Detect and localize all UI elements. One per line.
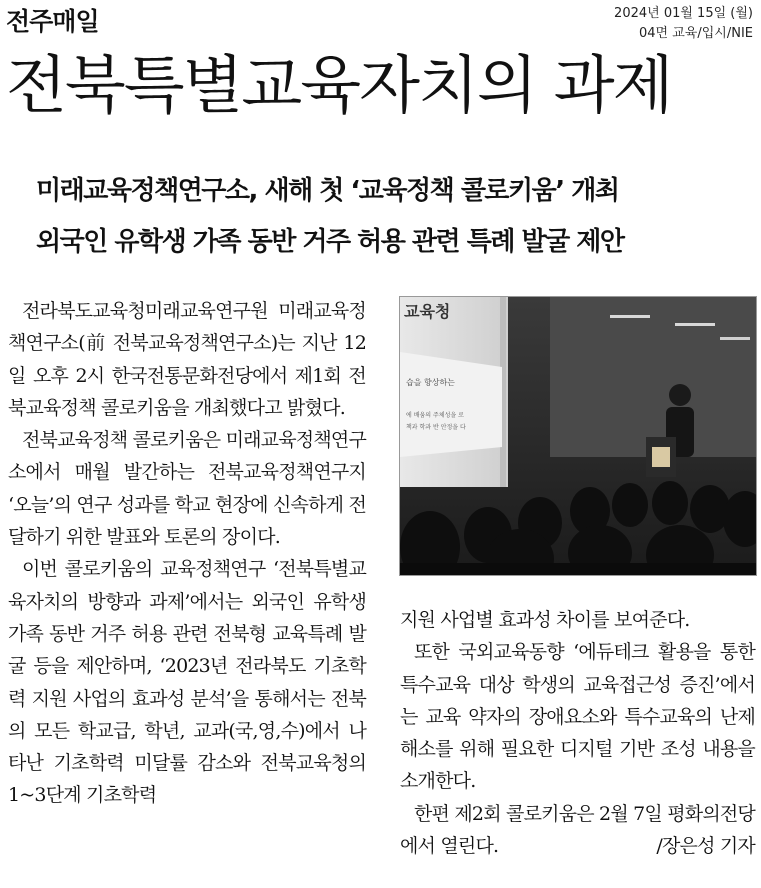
headline: 전북특별교육자치의 과제 bbox=[6, 49, 672, 122]
article-body-left bbox=[8, 295, 366, 812]
paragraph bbox=[400, 798, 755, 863]
article-photo bbox=[399, 296, 757, 576]
paragraph: 지원 사업별 효과성 차이를 보여준다. bbox=[400, 609, 690, 631]
photo-slide-text: 에 배움의 주체성을 로 bbox=[406, 412, 464, 419]
byline: /장은성 기자 bbox=[656, 835, 755, 858]
photo-banner-text: 교육청 bbox=[404, 302, 451, 321]
article-body-right bbox=[400, 604, 755, 862]
closing-sentence: 한편 제2회 콜로키움은 2월 7일 평화의전당에서 열린다. bbox=[400, 802, 755, 858]
paragraph: 이번 콜로키움의 교육정책연구 ‘전북특별교육자치의 방향과 과제’에서는 외국인 유학생 가족 동반 거주 허용 관련 전북형 교육특례 발굴 등을 제안하며, ‘2023년 전라북도 기초학력 지원 사업의 효과성 분석’을 통해서는 전북의 모든 학교급, 학년, 교과(국,영,수)에서 나타난 기초학력 미달률 감소와 전북교육청의 1~3단계 기초학력 bbox=[8, 558, 366, 807]
photo-slide-text: 책과 학과 반 안정을 다 bbox=[406, 424, 466, 431]
photo-slide-text: 습을 향상하는 bbox=[406, 378, 455, 387]
page-section: 04면 교육/입시/NIE bbox=[639, 26, 753, 41]
masthead: 전주매일 bbox=[6, 7, 99, 36]
subhead-2: 외국인 유학생 가족 동반 거주 허용 관련 특례 발굴 제안 bbox=[36, 227, 624, 257]
issue-meta bbox=[614, 4, 753, 44]
paragraph: 전라북도교육청미래교육연구원 미래교육정책연구소(前 전북교육정책연구소)는 지난 12일 오후 2시 한국전통문화전당에서 제1회 전북교육정책 콜로키움을 개최했다고 밝혔다. bbox=[8, 300, 366, 419]
issue-date: 2024년 01월 15일 (월) bbox=[614, 6, 753, 21]
subhead-1: 미래교육정책연구소, 새해 첫 ‘교육정책 콜로키움’ 개최 bbox=[36, 176, 619, 206]
colloquium-photo bbox=[400, 297, 756, 575]
paragraph: 전북교육정책 콜로키움은 미래교육정책연구소에서 매월 발간하는 전북교육정책연구지 ‘오늘’의 연구 성과를 학교 현장에 신속하게 전달하기 위한 발표와 토론의 장이다. bbox=[8, 429, 367, 549]
paragraph: 또한 국외교육동향 ‘에듀테크 활용을 통한 특수교육 대상 학생의 교육접근성 증진’에서는 교육 약자의 장애요소와 특수교육의 난제 해소를 위해 필요한 디지털 기반 조성 내용을 소개한다. bbox=[400, 641, 755, 793]
